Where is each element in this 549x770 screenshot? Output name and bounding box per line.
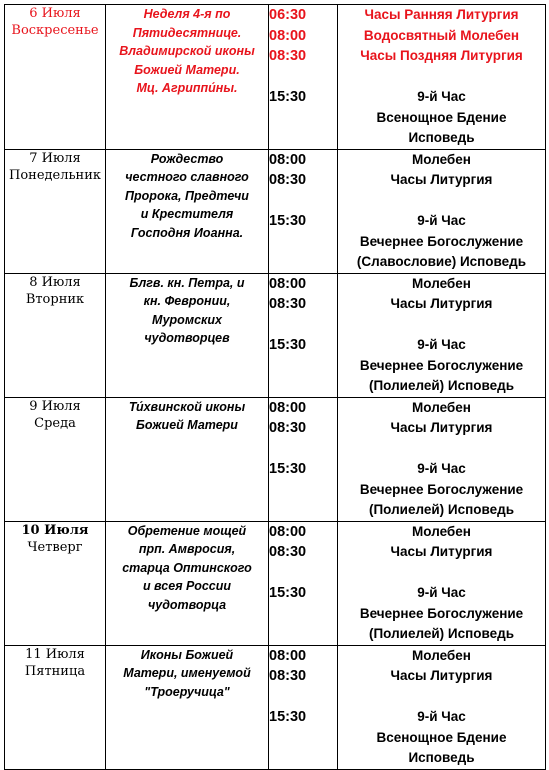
feast-line: Блгв. кн. Петра, и (129, 275, 245, 290)
feast-line: "Троеручица" (144, 684, 230, 699)
feast-line: Божией Матери (136, 418, 238, 432)
service-name: Вечернее Богослужение (359, 605, 524, 621)
day-weekday: Понедельник (8, 167, 101, 183)
times-cell (269, 5, 338, 150)
service-name: 9-й Час (417, 89, 466, 104)
feast-line: Мц. Агриппи́ны. (136, 81, 238, 95)
service-name: 9-й Час (417, 213, 466, 228)
service-name: (Полиелей) Исповедь (368, 626, 515, 641)
feast-line: чудотворца (147, 597, 227, 612)
service-name: (Славословие) Исповедь (356, 254, 527, 269)
service-time: 08:00 (269, 275, 307, 292)
weekly-schedule-table (4, 4, 546, 770)
date-cell (5, 645, 106, 769)
services-cell (338, 521, 546, 645)
day-date: 9 Июля (29, 398, 81, 414)
service-name: Молебен (412, 399, 471, 415)
service-name: Молебен (412, 275, 471, 291)
service-name: Вечернее Богослужение (359, 481, 524, 497)
feast-line: Неделя 4-я по (143, 7, 231, 21)
date-cell (5, 273, 106, 397)
day-date: 8 Июля (29, 274, 81, 290)
service-name: 9-й Час (417, 461, 466, 476)
day-row (5, 273, 546, 397)
services-cell (338, 273, 546, 397)
feast-line: Ти́хвинской иконы (128, 399, 246, 414)
service-name: Часы Литургия (390, 172, 493, 187)
feast-cell (106, 273, 269, 397)
services-cell (338, 149, 546, 273)
services-cell (338, 645, 546, 769)
feast-line: Пророка, Предтечи (125, 188, 249, 203)
date-cell (5, 149, 106, 273)
service-name: Вечернее Богослужение (359, 233, 524, 249)
service-name: 9-й Час (417, 337, 466, 352)
service-name: Часы Литургия (390, 296, 493, 311)
service-name: Всенощное Бдение (376, 729, 507, 745)
feast-line: Рождество (150, 151, 224, 166)
date-cell (5, 397, 106, 521)
day-date: 11 Июля (25, 646, 85, 662)
service-time: 15:30 (269, 337, 307, 353)
services-cell (338, 5, 546, 150)
day-weekday: Пятница (24, 663, 86, 679)
feast-line: Господня Иоанна. (130, 225, 244, 240)
day-row (5, 5, 546, 150)
feast-line: и Крестителя (140, 207, 234, 221)
times-cell (269, 521, 338, 645)
service-name: Молебен (412, 151, 471, 167)
service-gap (338, 563, 545, 584)
feast-cell (106, 645, 269, 769)
service-name: Вечернее Богослужение (359, 357, 524, 373)
service-gap (338, 439, 545, 460)
service-name: (Полиелей) Исповедь (368, 502, 515, 517)
times-cell (269, 397, 338, 521)
day-weekday: Четверг (27, 539, 83, 555)
service-name: Исповедь (408, 750, 475, 765)
feast-line: прп. Амвросия, (138, 542, 236, 556)
service-name: 9-й Час (417, 585, 466, 600)
day-weekday: Воскресенье (11, 23, 99, 38)
time-gap (269, 439, 337, 460)
service-name: Часы Литургия (390, 420, 493, 435)
service-name: Часы Литургия (390, 544, 493, 559)
time-gap (269, 67, 337, 88)
feast-line: Обретение мощей (127, 523, 247, 538)
feast-line: Божией Матери. (134, 62, 240, 77)
service-name: 9-й Час (417, 709, 466, 724)
feast-cell (106, 521, 269, 645)
feast-line: кн. Февронии, (143, 294, 231, 308)
day-row (5, 397, 546, 521)
service-gap (338, 315, 545, 336)
times-cell (269, 149, 338, 273)
feast-line: и всея России (142, 579, 232, 593)
service-time: 15:30 (269, 709, 307, 725)
day-row (5, 521, 546, 645)
feast-cell (106, 5, 269, 150)
service-time: 15:30 (269, 213, 307, 229)
service-gap (338, 687, 545, 708)
feast-line: старца Оптинского (122, 560, 252, 575)
times-cell (269, 645, 338, 769)
service-name: Водосвятный Молебен (363, 27, 520, 43)
date-cell (5, 5, 106, 150)
service-time: 08:30 (269, 172, 307, 188)
date-cell (5, 521, 106, 645)
service-time: 06:30 (269, 7, 307, 23)
service-gap (338, 191, 545, 212)
feast-cell (106, 149, 269, 273)
service-time: 08:00 (269, 151, 307, 168)
service-time: 08:30 (269, 668, 307, 684)
feast-cell (106, 397, 269, 521)
feast-line: Пятидесятнице. (132, 25, 242, 40)
service-name: (Полиелей) Исповедь (368, 378, 515, 393)
times-cell (269, 273, 338, 397)
service-time: 08:00 (269, 647, 307, 664)
time-gap (269, 563, 337, 584)
feast-line: Иконы Божией (140, 647, 234, 662)
service-name: Всенощное Бдение (376, 109, 507, 125)
service-gap (338, 67, 545, 88)
feast-line: Матери, именуемой (123, 666, 251, 680)
time-gap (269, 687, 337, 708)
day-row (5, 645, 546, 769)
service-name: Исповедь (408, 130, 475, 145)
service-time: 08:30 (269, 420, 307, 436)
day-date: 10 Июля (21, 522, 89, 538)
service-time: 08:00 (269, 523, 307, 540)
day-row (5, 149, 546, 273)
service-name: Молебен (412, 523, 471, 539)
day-date: 6 Июля (29, 6, 81, 21)
service-name: Часы Литургия (390, 668, 493, 683)
services-cell (338, 397, 546, 521)
service-time: 15:30 (269, 461, 307, 477)
time-gap (269, 315, 337, 336)
service-time: 08:30 (269, 48, 307, 64)
service-time: 08:00 (269, 399, 307, 416)
schedule-body (5, 5, 546, 770)
service-name: Молебен (412, 647, 471, 663)
service-time: 15:30 (269, 585, 307, 601)
service-time: 08:30 (269, 296, 307, 312)
day-weekday: Вторник (25, 291, 85, 307)
service-time: 08:30 (269, 544, 307, 560)
day-weekday: Среда (34, 415, 76, 431)
feast-line: Муромских (152, 312, 222, 327)
day-date: 7 Июля (29, 150, 81, 166)
service-name: Часы Ранняя Литургия (364, 7, 519, 22)
service-time: 08:00 (269, 27, 307, 44)
feast-line: Владимирской иконы (119, 44, 255, 58)
service-name: Часы Поздняя Литургия (360, 48, 523, 63)
feast-line: чудотворцев (144, 331, 230, 345)
time-gap (269, 191, 337, 212)
service-time: 15:30 (269, 89, 307, 105)
feast-line: честного славного (125, 170, 249, 184)
